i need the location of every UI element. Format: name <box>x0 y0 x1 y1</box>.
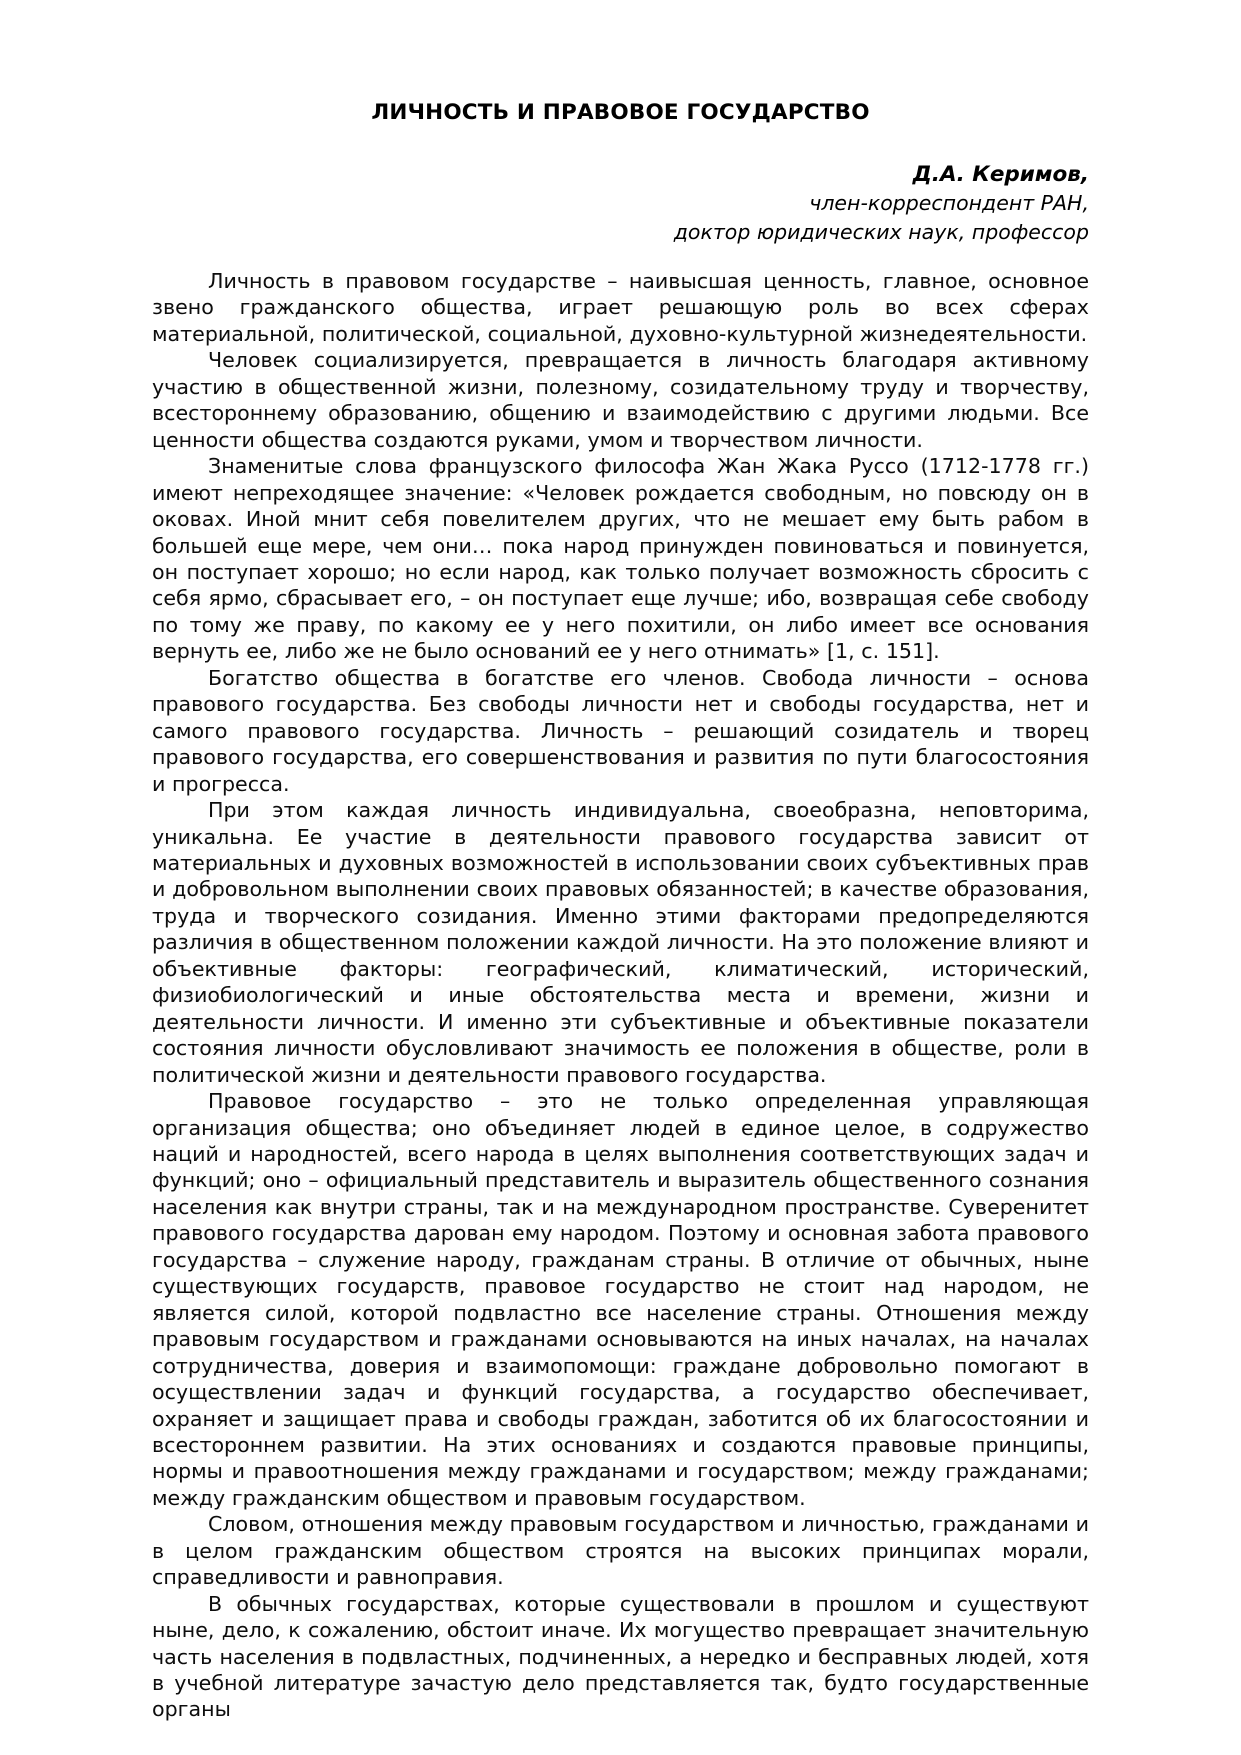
author-name: Д.А. Керимов, <box>912 161 1089 187</box>
body-text <box>152 268 1089 1723</box>
paragraph: В обычных государствах, которые существовали в прошлом и существуют ныне, дело, к сожалению, обстоит иначе. Их могущество превращает значительную часть населения в подвластных, подчиненных, а нередко и бесправных людей, хотя в учебной литературе зачастую дело представляется так, будто государственные органы <box>152 1591 1089 1722</box>
paragraph: Личность в правовом государстве – наивысшая ценность, главное, основное звено гражданского общества, играет решающую роль во всех сферах материальной, политической, социальной, духовно-культурной жизнедеятельности. <box>152 269 1089 346</box>
paragraph: Человек социализируется, превращается в личность благодаря активному участию в общественной жизни, полезному, созидательному труду и творчеству, всестороннему образованию, общению и взаимодействию с другими людьми. Все ценности общества создаются руками, умом и творчеством личности. <box>152 348 1089 452</box>
paragraph: Правовое государство – это не только определенная управляющая организация общества; оно объединяет людей в единое целое, в содружество наций и народностей, всего народа в целях выполнения соответствующих задач и функций; оно – официальный представитель и выразитель общественного сознания населения как внутри страны, так и на международном пространстве. Суверенитет правового государства дарован ему народом. Поэтому и основная забота правового государства – служение народу, гражданам страны. В отличие от обычных, ныне существующих государств, правовое государство не стоит над народом, не является силой, которой подвластно все население страны. Отношения между правовым государством и гражданами основываются на иных началах, на началах сотрудничества, доверия и взаимопомощи: граждане добровольно помогают в осуществлении задач и функций государства, а государство обеспечивает, охраняет и защищает права и свободы граждан, заботится об их благосостоянии и всестороннем развитии. На этих основаниях и создаются правовые принципы, нормы и правоотношения между гражданами и государством; между гражданами; между гражданским обществом и правовым государством. <box>152 1089 1089 1510</box>
author-affiliation-academy: член-корреспондент РАН, <box>809 191 1089 216</box>
page-title: ЛИЧНОСТЬ И ПРАВОВОЕ ГОСУДАРСТВО <box>371 100 870 125</box>
paragraph: Знаменитые слова французского философа Жан Жака Руссо (1712-1778 гг.) имеют непреходящее значение: «Человек рождается свободным, но повсюду он в оковах. Иной мнит себя повелителем других, что не мешает ему быть рабом в большей еще мере, чем они… пока народ принужден повиноваться и повинуется, он поступает хорошо; но если народ, как только получает возможность сбросить с себя ярмо, сбрасывает его, – он поступает еще лучше; ибо, возвращая себе свободу по тому же праву, по какому ее у него похитили, он либо имеет все основания вернуть ее, либо же не было оснований ее у него отнимать» [1, с. 151]. <box>152 454 1089 664</box>
author-block <box>152 160 1089 246</box>
paragraph: При этом каждая личность индивидуальна, своеобразна, неповторима, уникальна. Ее участие в деятельности правового государства зависит от материальных и духовных возможностей в использовании своих субъективных прав и добровольном выполнении своих правовых обязанностей; в качестве образования, труда и творческого созидания. Именно этими факторами предопределяются различия в общественном положении каждой личности. На это положение влияют и объективные факторы: географический, климатический, исторический, физиобиологический и иные обстоятельства места и времени, жизни и деятельности личности. И именно эти субъективные и объективные показатели состояния личности обусловливают значимость ее положения в обществе, роли в политической жизни и деятельности правового государства. <box>152 798 1089 1087</box>
paragraph: Богатство общества в богатстве его членов. Свобода личности – основа правового государства. Без свободы личности нет и свободы государства, нет и самого правового государства. Личность – решающий созидатель и творец правового государства, его совершенствования и развития по пути благосостояния и прогресса. <box>152 665 1089 796</box>
author-affiliation-degree: доктор юридических наук, профессор <box>673 219 1089 244</box>
paragraph: Словом, отношения между правовым государством и личностью, гражданами и в целом гражданским обществом строятся на высоких принципах морали, справедливости и равноправия. <box>152 1512 1089 1590</box>
